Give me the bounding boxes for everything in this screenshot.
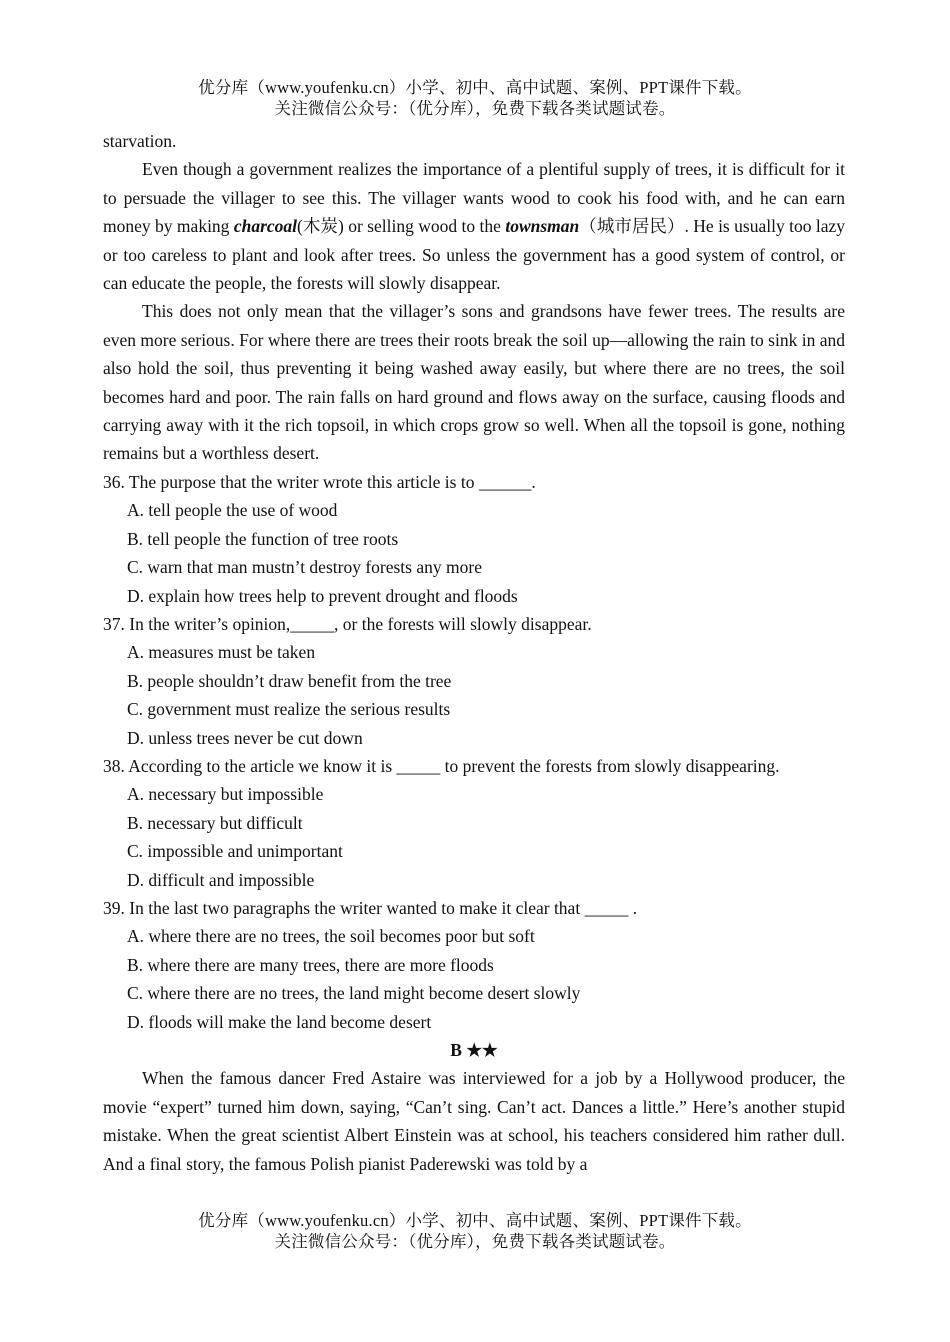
question-stem: 38. According to the article we know it is _____ to prevent the forests from slowly disappearing. xyxy=(103,755,780,776)
answer-option: A. tell people the use of wood xyxy=(127,500,338,521)
question-stem: 37. In the writer’s opinion,_____, or the forests will slowly disappear. xyxy=(103,613,592,634)
answer-option: B. where there are many trees, there are more floods xyxy=(127,954,494,975)
passage-paragraph-1 xyxy=(103,155,845,297)
answer-option: D. floods will make the land become desert xyxy=(127,1011,432,1032)
page-footer xyxy=(0,1210,950,1252)
question-stem: 36. The purpose that the writer wrote this article is to ______. xyxy=(103,471,536,492)
answer-option: B. necessary but difficult xyxy=(127,812,303,833)
question-37 xyxy=(103,610,845,752)
answer-option: A. measures must be taken xyxy=(127,642,316,663)
answer-option: A. where there are no trees, the soil becomes poor but soft xyxy=(127,926,535,947)
question-38 xyxy=(103,752,845,894)
header-line-1: 优分库（www.youfenku.cn）小学、初中、高中试题、案例、PPT课件下载。 xyxy=(198,78,752,97)
answer-option: D. unless trees never be cut down xyxy=(127,727,363,748)
header-line-2: 关注微信公众号：（优分库），免费下载各类试题试卷。 xyxy=(274,99,676,118)
answer-option: D. explain how trees help to prevent drought and floods xyxy=(127,585,518,606)
answer-option: C. impossible and unimportant xyxy=(127,841,343,862)
passage-fragment: starvation. xyxy=(103,131,177,151)
paragraph-1-text-a: Even though a government realizes the importance of a plentiful supply of trees, it is difficult for it to persuade the villager to see this. The villager wants wood to cook his food with, and he can earn money by making xyxy=(103,159,845,237)
passage-paragraph-2: This does not only mean that the villager’s sons and grandsons have fewer trees. The results are even more serious. For where there are trees their roots break the soil up—allowing the rain to sink in and also hold the soil, thus preventing it being washed away easily, but where there are no trees, the soil becomes hard and poor. The rain falls on hard ground and flows away on the surface, causing floods and carrying away with it the rich topsoil, in which crops grow so well. When all the topsoil is gone, nothing remains but a worthless desert. xyxy=(103,301,845,464)
main-content xyxy=(103,127,845,1178)
question-stem: 39. In the last two paragraphs the writer wanted to make it clear that _____ . xyxy=(103,897,638,918)
answer-option: C. warn that man mustn’t destroy forests any more xyxy=(127,557,482,578)
answer-option: D. difficult and impossible xyxy=(127,869,315,890)
section-b-heading: B ★★ xyxy=(450,1040,498,1060)
term-townsman: townsman xyxy=(505,216,580,237)
question-39 xyxy=(103,894,845,1036)
question-36 xyxy=(103,468,845,610)
section-b-paragraph-1: When the famous dancer Fred Astaire was interviewed for a job by a Hollywood producer, the movie “expert” turned him down, saying, “Can’t sing. Can’t act. Dances a little.” Here’s another stupid mistake. When the great scientist Albert Einstein was at school, his teachers considered him rather dull. And a final story, the famous Polish pianist Paderewski was told by a xyxy=(103,1068,845,1174)
answer-option: B. people shouldn’t draw benefit from the tree xyxy=(127,670,452,691)
footer-line-1: 优分库（www.youfenku.cn）小学、初中、高中试题、案例、PPT课件下载。 xyxy=(198,1211,752,1230)
answer-option: C. where there are no trees, the land might become desert slowly xyxy=(127,983,581,1004)
answer-option: B. tell people the function of tree roots xyxy=(127,528,399,549)
page-header xyxy=(0,77,950,119)
answer-option: C. government must realize the serious results xyxy=(127,699,451,720)
footer-line-2: 关注微信公众号：（优分库），免费下载各类试题试卷。 xyxy=(274,1232,676,1251)
answer-option: A. necessary but impossible xyxy=(127,784,324,805)
paragraph-1-text-b: (木炭) or selling wood to the xyxy=(297,216,506,237)
paragraph-1-text-c: （城市居民）. He is usually too lazy or too careless to plant and look after trees. So unless the government has a good system of control, or can educate the people, the forests will slowly disappear. xyxy=(103,216,846,294)
term-charcoal: charcoal xyxy=(233,216,298,237)
